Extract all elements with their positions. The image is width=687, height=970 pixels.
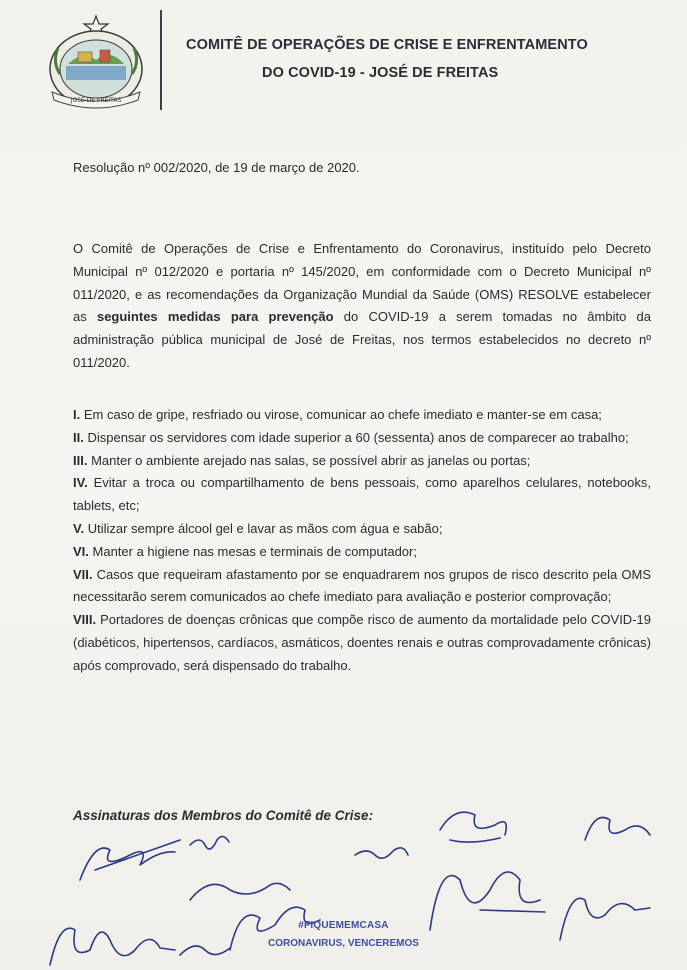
measure-text: Casos que requeiram afastamento por se enquadrarem nos grupos de risco descrito pela OMS necessitarão serem comunicados ao chefe imediato para avaliação e posterior comprovação; [73,566,651,605]
measure-item-8 [73,609,651,677]
measure-number: II. [73,429,84,445]
intro-bold-text: seguintes medidas para prevenção [96,309,334,325]
header-title-line1: COMITÊ DE OPERAÇÕES DE CRISE E ENFRENTAMENTO [186,37,588,53]
measures-list [73,404,651,678]
document-header [0,0,687,120]
signature-7 [355,848,408,858]
seal-caption: JOSÉ DE FREITAS [70,97,122,104]
measure-text: Portadores de doenças crônicas que compõe risco de aumento da mortalidade pelo COVID-19 (diabéticos, hipertensos, cardíacos, asmáticos, doentes renais e outras comprovadamente crônicas) após comprovado, será dispensado do trabalho. [73,612,651,673]
measure-number: III. [73,452,88,468]
header-title-line2: DO COVID-19 - JOSÉ DE FREITAS [262,65,499,81]
measure-text: Dispensar os servidores com idade superior a 60 (sessenta) anos de comparecer ao trabalho; [83,429,629,445]
measure-item-7 [73,564,651,610]
municipal-seal [38,14,154,114]
measure-number: V. [73,520,85,536]
measure-number: VI. [73,543,89,559]
measure-text: Evitar a troca ou compartilhamento de bens pessoais, como aparelhos celulares, notebooks, tablets, etc; [73,475,651,514]
measure-item-4 [73,472,651,518]
measure-text: Em caso de gripe, resfriado ou virose, comunicar ao chefe imediato e manter-se em casa; [80,407,602,422]
signature-5 [190,883,290,900]
measure-item-1 [73,404,651,427]
signature-11 [585,818,650,841]
measure-item-2 [73,427,651,450]
measure-number: I. [73,407,81,422]
intro-paragraph [73,238,651,375]
measure-item-3 [73,450,651,473]
measure-number: VIII. [73,612,97,628]
measure-text: Manter o ambiente arejado nas salas, se possível abrir as janelas ou portas; [87,452,531,468]
measure-text: Utilizar sempre álcool gel e lavar as mãos com água e sabão; [84,520,443,536]
intro-text-part2: do COVID-19 a serem tomadas no âmbito da administração pública municipal de José de Freitas, nos termos estabelecidos no decreto nº 011/2020. [73,309,651,370]
signature-1 [80,840,180,880]
footer-hashtag: #FIQUEMEMCASA [298,920,389,931]
measure-number: VII. [73,566,93,582]
intro-text-part1: O Comitê de Operações de Crise e Enfrentamento do Coronavirus, instituído pelo Decreto Municipal nº 012/2020 e portaria nº 145/2020, em conformidade com o Decreto Municipal nº 011/2020, e as recomendações da Organização Mundial da Saúde (OMS) RESOLVE estabelecer as [73,241,651,325]
resolution-line: Resolução nº 002/2020, de 19 de março de 2020. [73,160,360,175]
measure-number: IV. [73,475,88,491]
measure-item-5 [73,518,651,541]
signatures-title: Assinaturas dos Membros do Comitê de Crise: [73,808,374,823]
signature-2 [190,836,229,849]
measure-text: Manter a higiene nas mesas e terminais de computador; [88,543,417,559]
footer-motto: CORONAVIRUS, VENCEREMOS [268,938,419,949]
header-divider [160,10,162,110]
measure-item-6 [73,541,651,564]
signature-8 [440,812,506,842]
